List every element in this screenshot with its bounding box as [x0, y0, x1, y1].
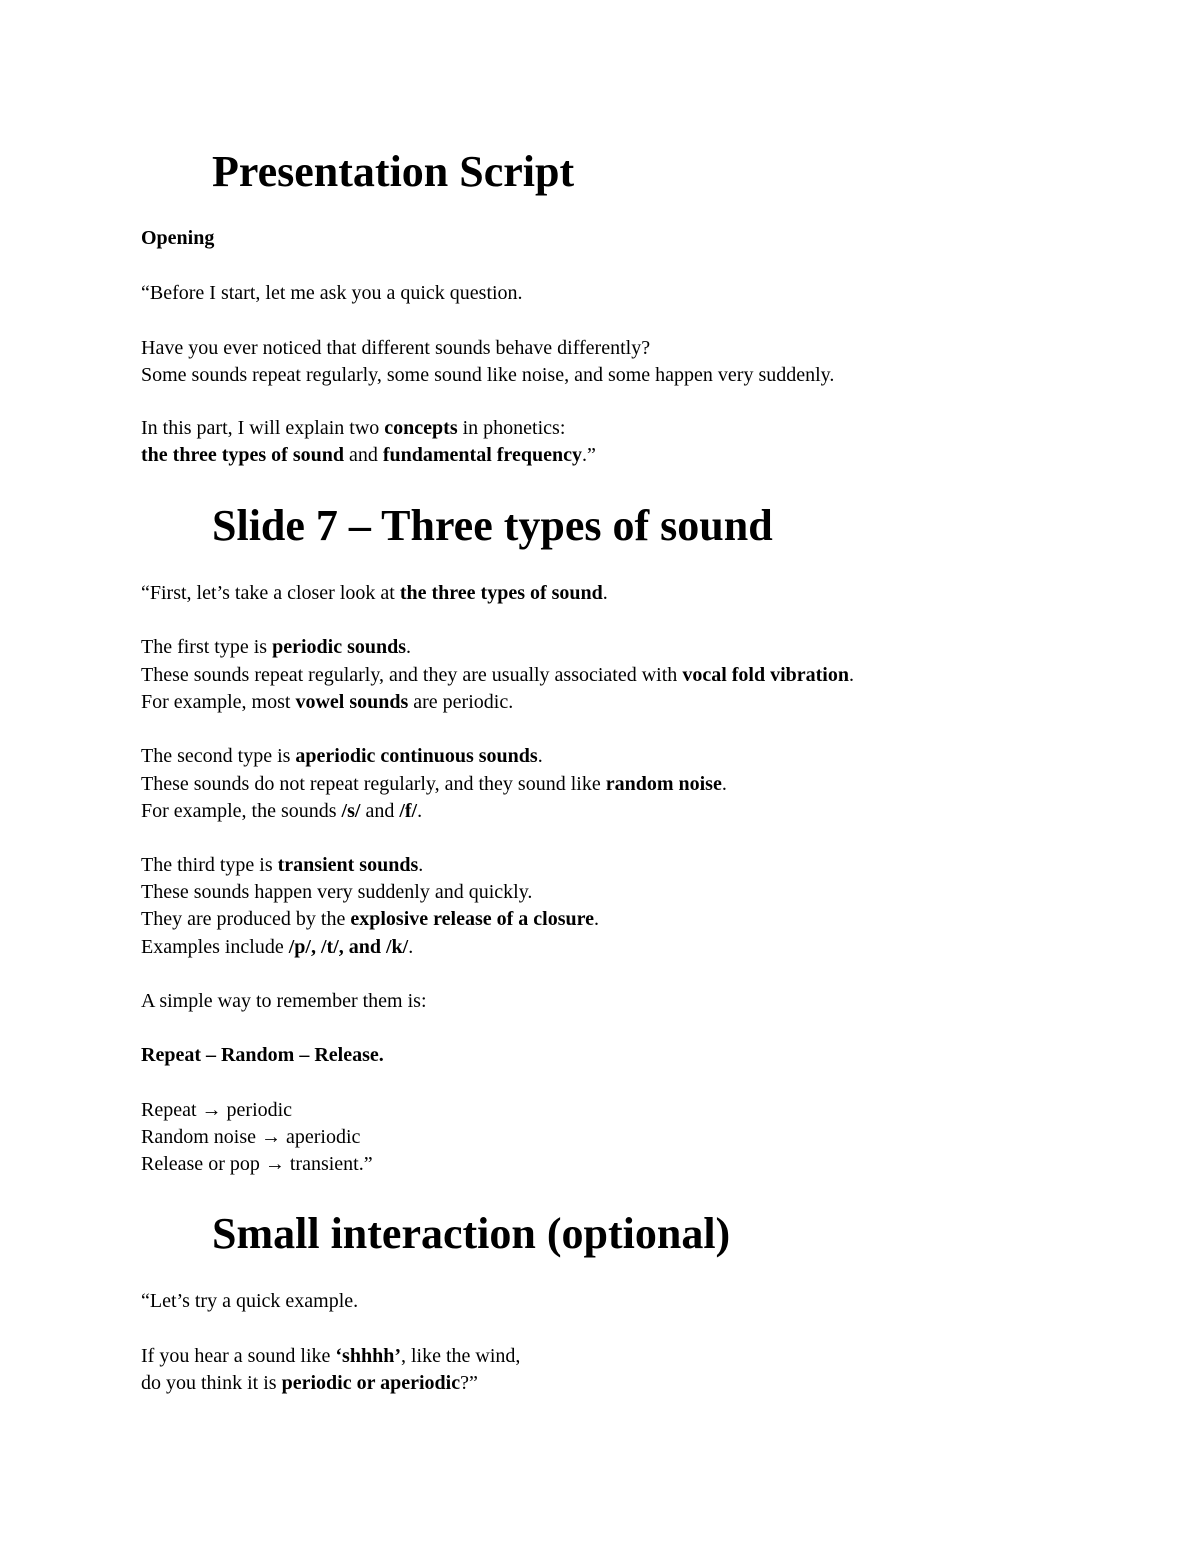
remember-line: A simple way to remember them is:	[141, 990, 427, 1012]
opening-line-4: In this part, I will explain two concepts in phonetics:	[141, 417, 566, 439]
aperiodic-line-1: The second type is aperiodic continuous sounds.	[141, 745, 543, 767]
periodic-line-1: The first type is periodic sounds.	[141, 636, 412, 658]
periodic-line-2: These sounds repeat regularly, and they are usually associated with vocal fold vibration.	[141, 664, 854, 686]
slide7-heading: Slide 7 – Three types of sound	[212, 501, 773, 550]
transient-line-2: These sounds happen very suddenly and quickly.	[141, 881, 533, 903]
aperiodic-line-2: These sounds do not repeat regularly, and they sound like random noise.	[141, 773, 727, 795]
mnemonic-item-3: Release or pop → transient.”	[141, 1153, 373, 1175]
interaction-line-1: “Let’s try a quick example.	[141, 1290, 359, 1312]
transient-line-3: They are produced by the explosive release of a closure.	[141, 908, 600, 930]
opening-line-5: the three types of sound and fundamental frequency.”	[141, 444, 596, 466]
periodic-line-3: For example, most vowel sounds are periodic.	[141, 691, 514, 713]
opening-line-2: Have you ever noticed that different sounds behave differently?	[141, 337, 651, 359]
document-title: Presentation Script	[212, 147, 575, 196]
slide7-intro: “First, let’s take a closer look at the three types of sound.	[141, 582, 608, 604]
opening-line-3: Some sounds repeat regularly, some sound like noise, and some happen very suddenly.	[141, 364, 835, 386]
interaction-line-3: do you think it is periodic or aperiodic?”	[141, 1372, 478, 1394]
section-label-opening: Opening	[141, 227, 215, 249]
transient-line-1: The third type is transient sounds.	[141, 854, 424, 876]
interaction-heading: Small interaction (optional)	[212, 1209, 731, 1258]
aperiodic-line-3: For example, the sounds /s/ and /f/.	[141, 800, 423, 822]
mnemonic-item-2: Random noise → aperiodic	[141, 1126, 361, 1148]
mnemonic-item-1: Repeat → periodic	[141, 1099, 293, 1121]
interaction-line-2: If you hear a sound like ‘shhhh’, like the wind,	[141, 1345, 521, 1367]
mnemonic-line: Repeat – Random – Release.	[141, 1044, 384, 1066]
opening-line-1: “Before I start, let me ask you a quick question.	[141, 282, 523, 304]
transient-line-4: Examples include /p/, /t/, and /k/.	[141, 936, 414, 958]
